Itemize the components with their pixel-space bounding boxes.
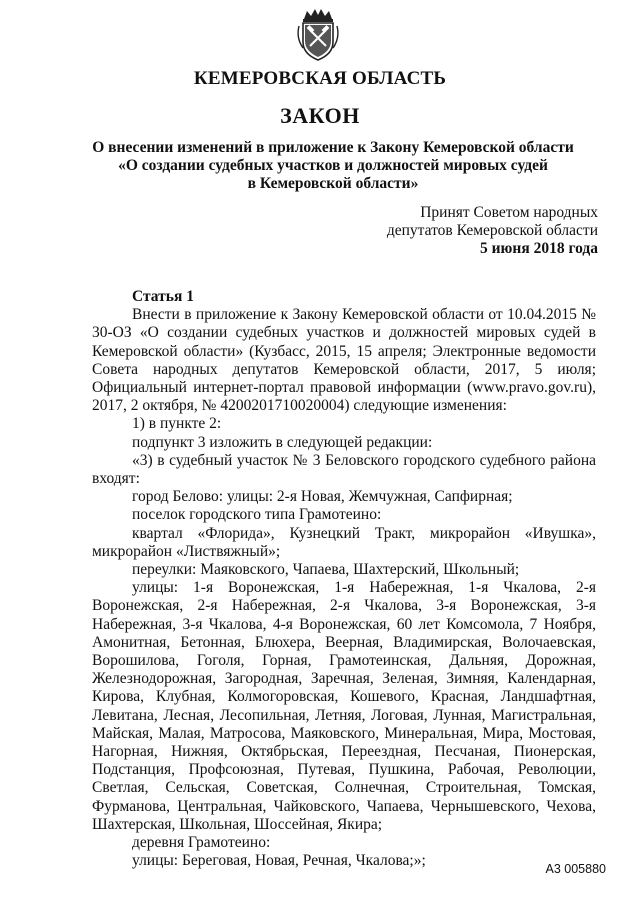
subject-line: «О создании судебных участков и должностей мировых судей: [118, 157, 548, 174]
paragraph: 1) в пункте 2:: [132, 415, 222, 433]
adoption-block: [387, 204, 598, 258]
document-type: ЗАКОН: [280, 103, 360, 128]
adoption-date: 5 июня 2018 года: [479, 240, 598, 257]
paragraph: поселок городского типа Грамотеино:: [132, 506, 382, 524]
paragraph: переулки: Маяковского, Чапаева, Шахтерский, Школьный;: [132, 561, 520, 579]
paragraph: Внести в приложение к Закону Кемеровской области от 10.04.2015 № 30-ОЗ «О создании судебных участков и должностей мировых судей в Кемеровской области» (Кузбасс, 2015, 15 апреля; Электронные ведомости Совета народных депутатов Кемеровской области, 2017, 5 июля; Официальный интернет-портал правовой информации (www.pravo.gov.ru), 2017, 2 октября, № 4200201710020004) следующие изменения:: [92, 306, 596, 415]
article-title: Статья 1: [132, 288, 194, 305]
form-serial-number: А3 005880: [545, 862, 606, 876]
subject-line: в Кемеровской области»: [247, 175, 419, 192]
paragraph: улицы: 1-я Воронежская, 1-я Набережная, 1-я Чкалова, 2-я Воронежская, 2-я Набережная, 2-я Чкалова, 3-я Воронежская, 3-я Набережная, 3-я Чкалова, 4-я Воронежская, 60 лет Комсомола, 7 Ноября, Амонитная, Бетонная, Блюхера, Веерная, Владимирская, Волочаевская, Ворошилова, Гоголя, Горная, Грамотеинская, Дальняя, Дорожная, Железнодорожная, Загородная, Заречная, Зеленая, Зимняя, Календарная, Кирова, Клубная, Колмогоровская, Кошевого, Красная, Ландшафтная, Левитана, Лесная, Лесопильная, Летняя, Логовая, Лунная, Магистральная, Майская, Малая, Матросова, Маяковского, Минеральная, Мира, Мостовая, Нагорная, Нижняя, Октябрьская, Переездная, Песчаная, Пионерская, Подстанция, Профсоюзная, Путевая, Пушкина, Рабочая, Революции, Светлая, Сельская, Советская, Солнечная, Строительная, Томская, Фурманова, Центральная, Чайковского, Чапаева, Чернышевского, Чехова, Шахтерская, Школьная, Шоссейная, Якира;: [92, 579, 596, 833]
paragraph: улицы: Береговая, Новая, Речная, Чкалова;»;: [132, 852, 426, 870]
paragraph: квартал «Флорида», Кузнецкий Тракт, микрорайон «Ивушка», микрорайон «Листвяжный»;: [92, 524, 596, 560]
subject-line: О внесении изменений в приложение к Закону Кемеровской области: [92, 139, 574, 156]
region-title: КЕМЕРОВСКАЯ ОБЛАСТЬ: [193, 68, 447, 89]
paragraph: город Белово: улицы: 2-я Новая, Жемчужная, Сапфирная;: [132, 488, 513, 506]
paragraph: подпункт 3 изложить в следующей редакции:: [132, 433, 433, 451]
law-subject: [90, 139, 576, 193]
adoption-line: депутатов Кемеровской области: [386, 222, 598, 239]
coat-of-arms-icon: [295, 8, 341, 62]
paragraph: «3) в судебный участок № 3 Беловского городского судебного района входят:: [92, 451, 596, 488]
adoption-line: Принят Советом народных: [420, 204, 598, 221]
paragraph: деревня Грамотеино:: [132, 834, 271, 852]
article-body: [92, 288, 596, 871]
